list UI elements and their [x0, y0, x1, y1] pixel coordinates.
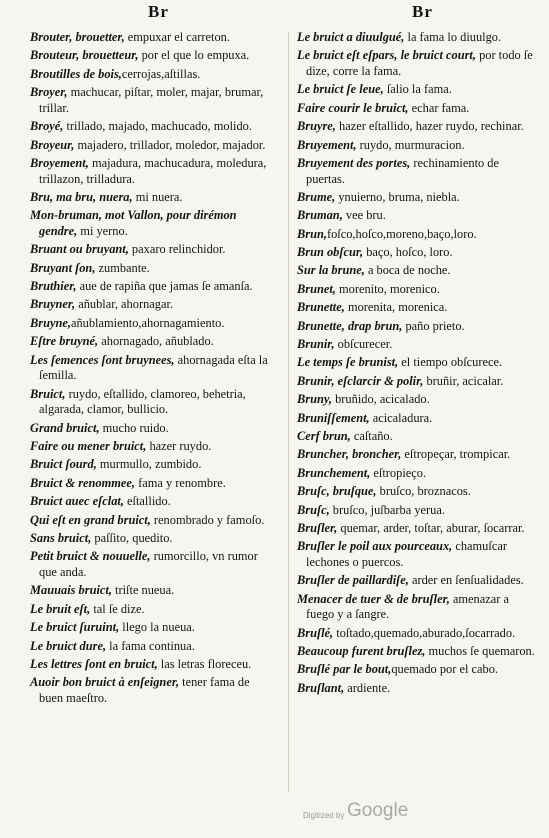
dictionary-entry [297, 539, 537, 570]
entry-headword: Bruict auec eſclat, [30, 494, 124, 509]
entry-definition: mi yerno. [77, 223, 128, 238]
entry-definition: por el que lo empuxa. [138, 48, 250, 63]
entry-headword: Bruict & renommee, [30, 475, 135, 490]
entry-headword: Brun obſcur, [297, 245, 364, 260]
entry-headword: Broyer, [30, 85, 68, 100]
entry-definition: rechinamiento de puertas. [306, 155, 499, 186]
dictionary-entry [30, 190, 276, 206]
dictionary-entry [297, 300, 537, 316]
dictionary-entry [30, 48, 276, 64]
entry-definition: echar fama. [408, 100, 470, 115]
entry-headword: Bruſler, [297, 520, 338, 535]
entry-headword: Sans bruict, [30, 530, 92, 545]
dictionary-entry [30, 261, 276, 277]
entry-definition: mucho ruido. [99, 420, 169, 435]
dictionary-entry [30, 657, 276, 673]
entry-headword: Bruyement, [297, 137, 357, 152]
dictionary-entry [30, 549, 276, 580]
dictionary-entry [30, 387, 276, 418]
running-head-right: Br [412, 2, 433, 21]
entry-headword: Mauuais bruict, [30, 583, 112, 598]
entry-definition: renombrado y famoſo. [150, 512, 265, 527]
dictionary-entry [30, 297, 276, 313]
entry-definition: aue de rapiña que jamas ſe amanſa. [76, 279, 253, 294]
entry-headword: Les lettres ſont en bruict, [30, 656, 158, 671]
entry-headword: Bruyner, [30, 297, 76, 312]
entry-definition: rumorcillo, vn rumor que anda. [39, 549, 258, 579]
entry-definition: arder en ſenſualidades. [408, 573, 524, 588]
entry-headword: Qui eſt en grand bruict, [30, 512, 151, 527]
dictionary-entry [30, 602, 276, 618]
dictionary-entry [297, 681, 537, 697]
dictionary-entry [297, 319, 537, 335]
entry-definition: paxaro relinchidor. [128, 242, 226, 257]
dictionary-entry [30, 476, 276, 492]
entry-definition: quemar, arder, toſtar, aburar, ſocarrar. [337, 520, 525, 535]
entry-definition: eſtropieço. [370, 465, 427, 480]
entry-headword: Brunir, [297, 337, 335, 352]
entry-headword: Les ſemences ſont bruynees, [30, 352, 175, 367]
dictionary-entry [30, 334, 276, 350]
entry-definition: paño prieto. [402, 318, 465, 333]
entry-definition: amenazar a fuego y a ſangre. [306, 591, 509, 622]
dictionary-entry [297, 374, 537, 390]
dictionary-entry [297, 82, 537, 98]
dictionary-entry [297, 429, 537, 445]
dictionary-entry [30, 67, 276, 83]
entry-definition: muchos ſe quemaron. [425, 644, 535, 659]
entry-headword: Bruict ſourd, [30, 457, 97, 472]
entry-headword: Le bruict eſt eſpars, le bruict court, [297, 48, 476, 63]
entry-definition: acicaladura. [369, 410, 433, 425]
entry-definition: murmullo, zumbido. [96, 457, 202, 472]
entry-headword: Bruyre, [297, 119, 336, 134]
entry-headword: Bruant ou bruyant, [30, 242, 129, 257]
page-footer [0, 800, 549, 830]
entry-headword: Menacer de tuer & de bruſler, [297, 591, 450, 606]
entry-headword: Eſtre bruyné, [30, 334, 99, 349]
entry-headword: Faire courir le bruict, [297, 100, 409, 115]
dictionary-entry [30, 242, 276, 258]
entry-definition: ahornagada eſta la ſemilla. [39, 352, 268, 383]
digitized-by-text: Digitized by [303, 811, 345, 820]
dictionary-entry [297, 466, 537, 482]
entry-definition: majadura, machucadura, moledura, trillazon, trilladura. [39, 155, 267, 186]
dictionary-entry [30, 30, 276, 46]
entry-definition: triſte nueua. [111, 583, 175, 598]
dictionary-entry [30, 675, 276, 706]
entry-definition: a boca de noche. [364, 263, 451, 278]
entry-headword: Le bruit eſt, [30, 601, 91, 616]
left-column [30, 30, 276, 709]
entry-headword: Bruſler de paillardiſe, [297, 573, 409, 588]
entry-definition: baço, hoſco, loro. [363, 245, 453, 260]
dictionary-entry [297, 573, 537, 589]
running-head-left: Br [148, 2, 169, 21]
entry-headword: Auoir bon bruict à enſeigner, [30, 675, 180, 690]
entry-definition: ruydo, murmuracion. [356, 137, 465, 152]
entry-definition: hazer eſtallido, hazer ruydo, rechinar. [335, 119, 524, 134]
entry-definition: añublar, ahornagar. [75, 297, 174, 312]
dictionary-entry [30, 620, 276, 636]
entry-headword: Le bruict ſuruint, [30, 620, 120, 635]
entry-headword: Bruſler le poil aux pourceaux, [297, 539, 453, 554]
right-column [297, 30, 537, 699]
entry-headword: Brume, [297, 189, 336, 204]
entry-headword: Bruſc, bruſque, [297, 484, 377, 499]
entry-headword: Bruſlé, [297, 625, 334, 640]
dictionary-entry [30, 119, 276, 135]
entry-headword: Petit bruict & nouuelle, [30, 549, 151, 564]
entry-headword: Grand bruict, [30, 420, 100, 435]
dictionary-entry [297, 626, 537, 642]
entry-definition: tener fama de buen maeſtro. [39, 675, 250, 705]
entry-definition: fama y renombre. [134, 475, 226, 490]
dictionary-entry [30, 279, 276, 295]
dictionary-entry [297, 592, 537, 623]
dictionary-entry [30, 639, 276, 655]
entry-headword: Faire ou mener bruict, [30, 439, 147, 453]
dictionary-entry [297, 263, 537, 279]
dictionary-entry [297, 662, 537, 678]
entry-headword: Bruncher, broncher, [297, 447, 402, 462]
entry-definition: morenita, morenica. [344, 300, 448, 315]
entry-headword: Le temps ſe brunist, [297, 355, 399, 370]
dictionary-entry [297, 208, 537, 224]
entry-definition: cerrojas,aſtillas. [121, 66, 201, 81]
entry-definition: llego la nueua. [119, 620, 195, 635]
dictionary-entry [297, 227, 537, 243]
dictionary-entry [30, 85, 276, 116]
entry-headword: Bruman, [297, 208, 343, 223]
dictionary-entry [297, 484, 537, 500]
entry-definition: ynuierno, bruma, niebla. [335, 189, 460, 204]
entry-headword: Bruniſſement, [297, 410, 370, 425]
entry-definition: por todo ſe dize, corre la fama. [306, 48, 533, 78]
entry-headword: Beaucoup furent bruſlez, [297, 644, 426, 659]
entry-definition: quemado por el cabo. [391, 662, 498, 677]
entry-headword: Broutilles de bois, [30, 66, 122, 81]
dictionary-entry [30, 513, 276, 529]
entry-headword: Brunir, eſclarcir & polir, [297, 373, 424, 388]
entry-definition: paſſito, quedito. [91, 530, 173, 545]
dictionary-entry [297, 521, 537, 537]
dictionary-entry [297, 190, 537, 206]
dictionary-entry [30, 316, 276, 332]
entry-headword: Bruſlant, [297, 680, 345, 695]
entry-headword: Le bruict dure, [30, 638, 107, 653]
entry-definition: zumbante. [95, 260, 150, 275]
entry-definition: majadero, trillador, moledor, majador. [74, 137, 266, 152]
entry-headword: Bru, ma bru, nuera, [30, 189, 133, 204]
entry-definition: las letras floreceu. [157, 656, 252, 671]
entry-headword: Brunchement, [297, 465, 371, 480]
entry-headword: Broyeur, [30, 137, 75, 152]
entry-definition: bruñir, acicalar. [423, 373, 504, 388]
dictionary-entry [297, 644, 537, 660]
entry-definition: ahornagado, añublado. [98, 334, 214, 349]
entry-headword: Bruict, [30, 386, 66, 401]
dictionary-entry [297, 337, 537, 353]
entry-definition: mi nuera. [132, 189, 183, 204]
dictionary-entry [30, 156, 276, 187]
dictionary-entry [30, 208, 276, 239]
dictionary-entry [297, 503, 537, 519]
entry-definition: empuxar el carreton. [124, 30, 230, 44]
entry-definition: trillado, majado, machucado, molido. [63, 119, 252, 134]
column-divider [288, 32, 289, 792]
dictionary-entry [297, 282, 537, 298]
entry-headword: Brun, [297, 226, 327, 241]
entry-headword: Bruyne, [30, 315, 71, 330]
entry-definition: ardiente. [344, 680, 391, 695]
dictionary-entry [297, 447, 537, 463]
dictionary-entry [30, 439, 276, 455]
dictionary-entry [297, 119, 537, 135]
entry-headword: Bruthier, [30, 279, 77, 294]
dictionary-entry [297, 48, 537, 79]
entry-headword: Brunette, drap brun, [297, 318, 403, 333]
entry-headword: Bruſlé par le bout, [297, 662, 392, 677]
entry-headword: Cerf brun, [297, 429, 351, 443]
dictionary-entry [30, 457, 276, 473]
dictionary-entry [297, 411, 537, 427]
entry-definition: machucar, piſtar, moler, majar, brumar, trillar. [39, 85, 264, 115]
dictionary-entry [297, 355, 537, 371]
google-watermark: Google [347, 800, 409, 821]
page-header [0, 2, 549, 24]
entry-headword: Le bruict ſe leue, [297, 82, 384, 97]
entry-headword: Sur la brune, [297, 263, 365, 278]
entry-definition: caſtaño. [350, 429, 393, 443]
entry-definition: eſtropeçar, trompicar. [401, 447, 511, 462]
dictionary-entry [297, 392, 537, 408]
dictionary-entry [30, 353, 276, 384]
dictionary-entry [297, 101, 537, 117]
entry-headword: Brouter, brouetter, [30, 30, 125, 44]
dictionary-entry [30, 421, 276, 437]
entry-headword: Le bruict a diuulgué, [297, 30, 405, 44]
entry-headword: Mon-bruman, mot Vallon, pour dirémon gendre, [30, 208, 237, 238]
dictionary-entry [297, 156, 537, 187]
entry-headword: Broyé, [30, 119, 64, 134]
entry-definition: bruſco, juſbarba yerua. [329, 502, 445, 517]
entry-headword: Broyement, [30, 155, 89, 170]
entry-headword: Bruyement des portes, [297, 155, 411, 170]
entry-definition: tal ſe dize. [90, 601, 145, 616]
entry-headword: Brunet, [297, 281, 336, 296]
dictionary-entry [297, 245, 537, 261]
dictionary-entry [30, 138, 276, 154]
entry-definition: foſco,hoſco,moreno,baço,loro. [326, 226, 477, 241]
dictionary-entry [30, 494, 276, 510]
entry-definition: bruñido, acicalado. [332, 392, 430, 407]
dictionary-entry [297, 138, 537, 154]
dictionary-entry [30, 531, 276, 547]
entry-headword: Brunette, [297, 300, 345, 315]
entry-headword: Bruny, [297, 392, 333, 407]
entry-definition: chamuſcar lechones o puercos. [306, 539, 507, 569]
entry-definition: ruydo, eſtallido, clamoreo, behetria, algarada, clamor, bullicio. [39, 386, 246, 417]
entry-definition: la fama lo diuulgo. [404, 30, 502, 44]
dictionary-entry [297, 30, 537, 46]
entry-definition: añublamiento,ahornagamiento. [70, 315, 225, 330]
entry-definition: bruſco, broznacos. [376, 484, 471, 499]
entry-headword: Bruyant ſon, [30, 260, 96, 275]
entry-headword: Bruſc, [297, 502, 330, 517]
entry-definition: hazer ruydo. [146, 439, 212, 453]
entry-definition: morenito, morenico. [335, 281, 440, 296]
entry-definition: toſtado,quemado,aburado,ſocarrado. [333, 625, 516, 640]
entry-definition: eſtallido. [123, 494, 171, 509]
entry-definition: la fama continua. [106, 638, 195, 653]
entry-headword: Brouteur, brouetteur, [30, 48, 139, 63]
entry-definition: ſalio la fama. [383, 82, 452, 97]
entry-definition: obſcurecer. [334, 337, 393, 352]
entry-definition: el tiempo obſcurece. [398, 355, 503, 370]
dictionary-entry [30, 583, 276, 599]
entry-definition: vee bru. [342, 208, 386, 223]
